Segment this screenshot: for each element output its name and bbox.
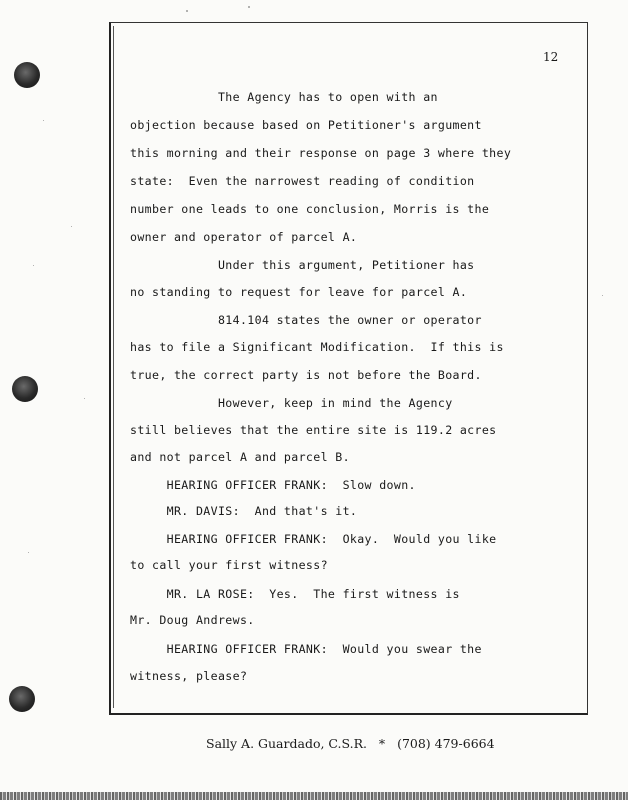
- transcript-line: The Agency has to open with an: [130, 90, 438, 104]
- scan-edge: [0, 792, 628, 800]
- transcript-line: state: Even the narrowest reading of condition: [130, 174, 475, 188]
- transcript-line: true, the correct party is not before the Board.: [130, 368, 482, 382]
- transcript-line: 814.104 states the owner or operator: [130, 313, 482, 327]
- transcript-line: and not parcel A and parcel B.: [130, 450, 350, 464]
- transcript-line: MR. DAVIS: And that's it.: [130, 504, 358, 518]
- transcript-line: HEARING OFFICER FRANK: Okay. Would you like: [130, 532, 497, 546]
- binder-hole-bottom: [9, 686, 35, 712]
- scan-speckle: [84, 398, 85, 399]
- transcript-line: Mr. Doug Andrews.: [130, 613, 255, 627]
- binder-hole-top: [14, 62, 40, 88]
- scan-speckle: [602, 295, 603, 296]
- transcript-line: objection because based on Petitioner's argument: [130, 118, 482, 132]
- transcript-line: number one leads to one conclusion, Morris is the: [130, 202, 490, 216]
- page-number: 12: [543, 50, 559, 64]
- transcript-line: still believes that the entire site is 119.2 acres: [130, 423, 497, 437]
- scan-speckle: [71, 226, 72, 227]
- binder-hole-middle: [12, 376, 38, 402]
- transcript-line: Under this argument, Petitioner has: [130, 258, 475, 272]
- scan-speckle: [186, 10, 188, 12]
- transcript-line: has to file a Significant Modification. If this is: [130, 340, 504, 354]
- transcript-line: to call your first witness?: [130, 558, 328, 572]
- transcript-line: However, keep in mind the Agency: [130, 396, 453, 410]
- reporter-footer: Sally A. Guardado, C.S.R. * (708) 479-6664: [206, 736, 495, 751]
- scan-speckle: [43, 120, 44, 121]
- transcript-line: owner and operator of parcel A.: [130, 230, 358, 244]
- transcript-line: this morning and their response on page 3 where they: [130, 146, 512, 160]
- scan-speckle: [248, 6, 250, 8]
- transcript-line: no standing to request for leave for parcel A.: [130, 285, 468, 299]
- transcript-line: HEARING OFFICER FRANK: Slow down.: [130, 478, 416, 492]
- scan-speckle: [33, 265, 34, 266]
- transcript-line: witness, please?: [130, 669, 248, 683]
- transcript-line: MR. LA ROSE: Yes. The first witness is: [130, 587, 460, 601]
- scan-speckle: [28, 552, 29, 553]
- transcript-line: HEARING OFFICER FRANK: Would you swear the: [130, 642, 482, 656]
